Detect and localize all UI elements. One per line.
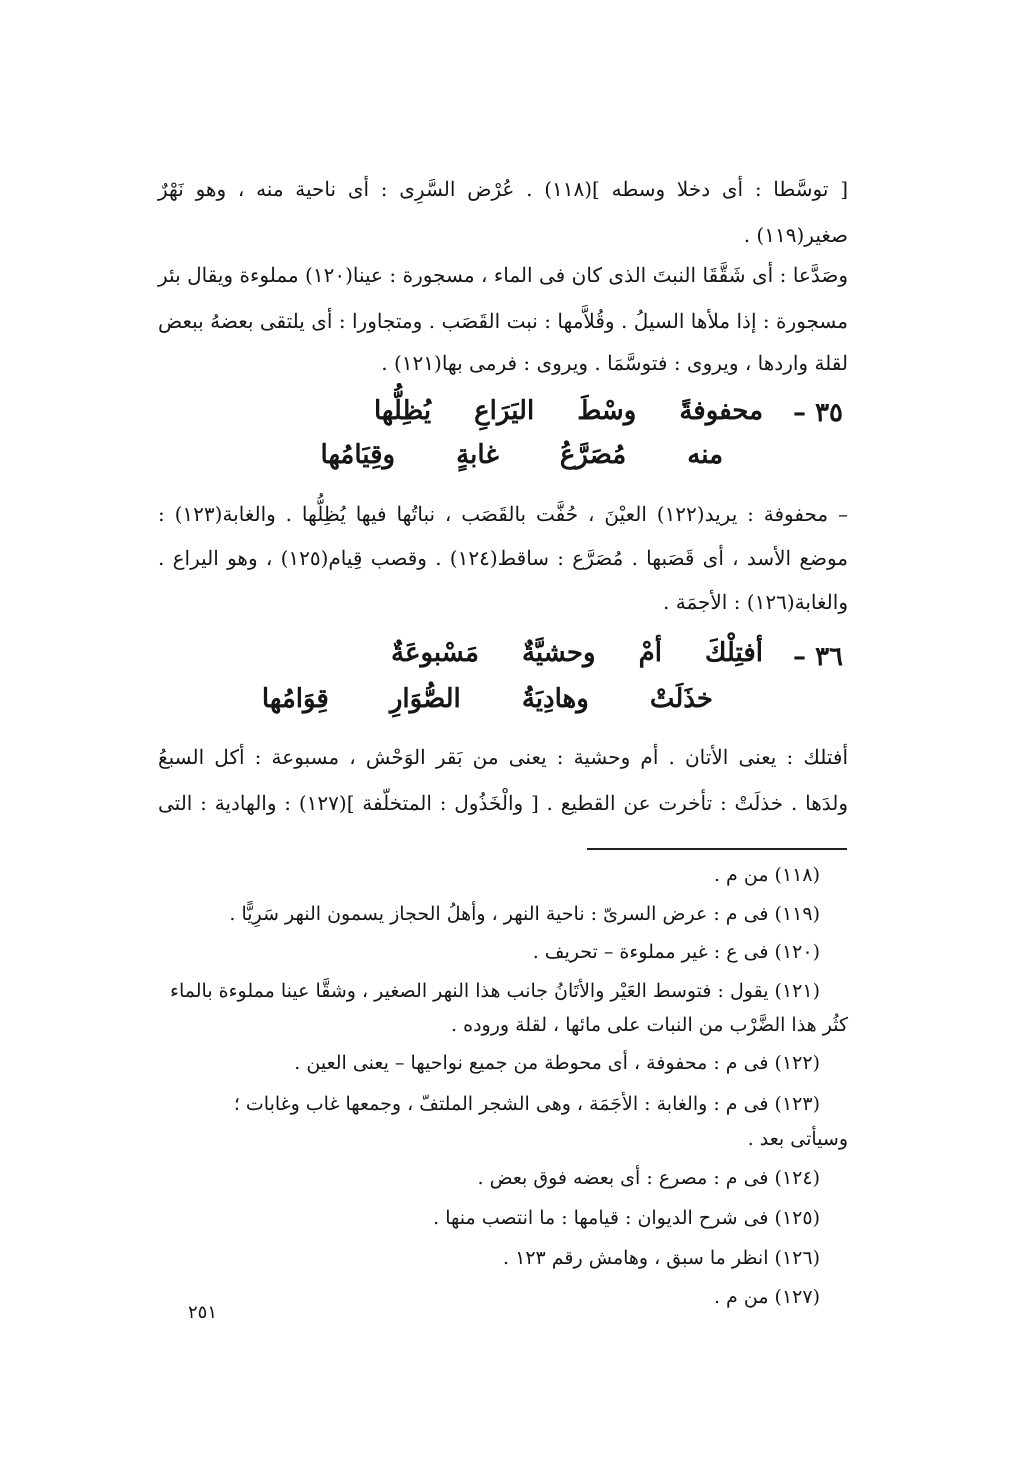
- verse-36-hemistich-2: خذَلَتْ وهادِيَةُ الصُّوَارِ قِوَامُها: [261, 684, 713, 714]
- verse-36-number: ٣٦ –: [793, 642, 843, 672]
- verse-36-hemistich-1: أفتِلْكَ أمْ وحشيَّةٌ مَسْبوعَةٌ: [391, 638, 763, 668]
- footnote-118: (١١٨) من م .: [713, 864, 820, 886]
- page-number: ٢٥١: [188, 1302, 218, 1323]
- verse-35-hemistich-1: محفوفةً وسْطَ اليَرَاعِ يُظِلُّها: [374, 396, 763, 426]
- footnote-121-continuation: كثُر هذا الضَّرْب من النبات على مائها ، لقلة وروده .: [451, 1014, 848, 1036]
- verse-35-hemistich-2: منه مُصَرَّعُ غابةٍ وقِيَامُها: [320, 440, 723, 470]
- commentary-35-line-2: موضع الأسد ، أى قَصَبها . مُصَرَّع : ساقط(١٢٤) . وقصب قِيام(١٢٥) ، وهو اليراع .: [158, 546, 848, 570]
- body-line-1: [ توسَّطا : أى دخلا وسطه ](١١٨) . عُرْض السَّرِى : أى ناحية منه ، وهو نَهْرٌ: [158, 177, 849, 201]
- footnote-119: (١١٩) فى م : عرض السرىّ : ناحية النهر ، وأهلُ الحجاز يسمون النهر سَرِيًّا .: [229, 903, 820, 925]
- footnote-122: (١٢٢) فى م : محفوفة ، أى محوطة من جميع نواحيها – يعنى العين .: [294, 1052, 820, 1074]
- footnote-123-continuation: وسيأتى بعد .: [747, 1128, 848, 1150]
- footnote-124: (١٢٤) فى م : مصرع : أى بعضه فوق بعض .: [477, 1167, 820, 1189]
- commentary-35-line-1: – محفوفة : يريد(١٢٢) العيْنَ ، حُفَّت بالقَصَب ، نباتُها فيها يُظِلُّها . والغابة(١٢٣) :: [158, 502, 848, 526]
- footnote-separator: [587, 848, 847, 850]
- commentary-35-line-3: والغابة(١٢٦) : الأجمَة .: [663, 590, 848, 614]
- body-line-3: وصَدَّعا : أى شَقَّقَا النبتَ الذى كان فى الماء ، مسجورة : عينا(١٢٠) مملوءة ويقال بئر: [158, 263, 848, 287]
- footnote-127: (١٢٧) من م .: [713, 1286, 820, 1308]
- body-line-2: صغير(١١٩) .: [743, 223, 848, 247]
- footnote-121: (١٢١) يقول : فتوسط العَيْر والأتَانُ جانب هذا النهر الصغير ، وشقَّا عينا مملوءة بالماء: [170, 980, 820, 1002]
- body-line-4: مسجورة : إذا ملأها السيلُ . وقُلاَّمها : نبت القَصَب . ومتجاورا : أى يلتقى بعضهُ ببعض: [158, 309, 848, 333]
- body-line-5: لقلة واردها ، ويروى : فتوسَّمَا . ويروى : فرمى بها(١٢١) .: [381, 351, 848, 375]
- verse-35-number: ٣٥ –: [793, 398, 843, 428]
- footnote-126: (١٢٦) انظر ما سبق ، وهامش رقم ١٢٣ .: [503, 1247, 820, 1269]
- footnote-123: (١٢٣) فى م : والغابة : الأجَمَة ، وهى الشجر الملتفّ ، وجمعها غاب وغابات ؛: [233, 1093, 820, 1115]
- commentary-36-line-2: ولدَها . خذلَتْ : تأخرت عن القطيع . [ والْخَذُول : المتخلّفة ](١٢٧) : والهادية : التى: [158, 791, 848, 815]
- commentary-36-line-1: أفتلك : يعنى الأتان . أم وحشية : يعنى من بَقر الوَحْش ، مسبوعة : أكل السبعُ: [158, 745, 848, 769]
- footnote-125: (١٢٥) فى شرح الديوان : قيامها : ما انتصب منها .: [433, 1207, 820, 1229]
- footnote-120: (١٢٠) فى ع : غير مملوءة – تحريف .: [532, 941, 820, 963]
